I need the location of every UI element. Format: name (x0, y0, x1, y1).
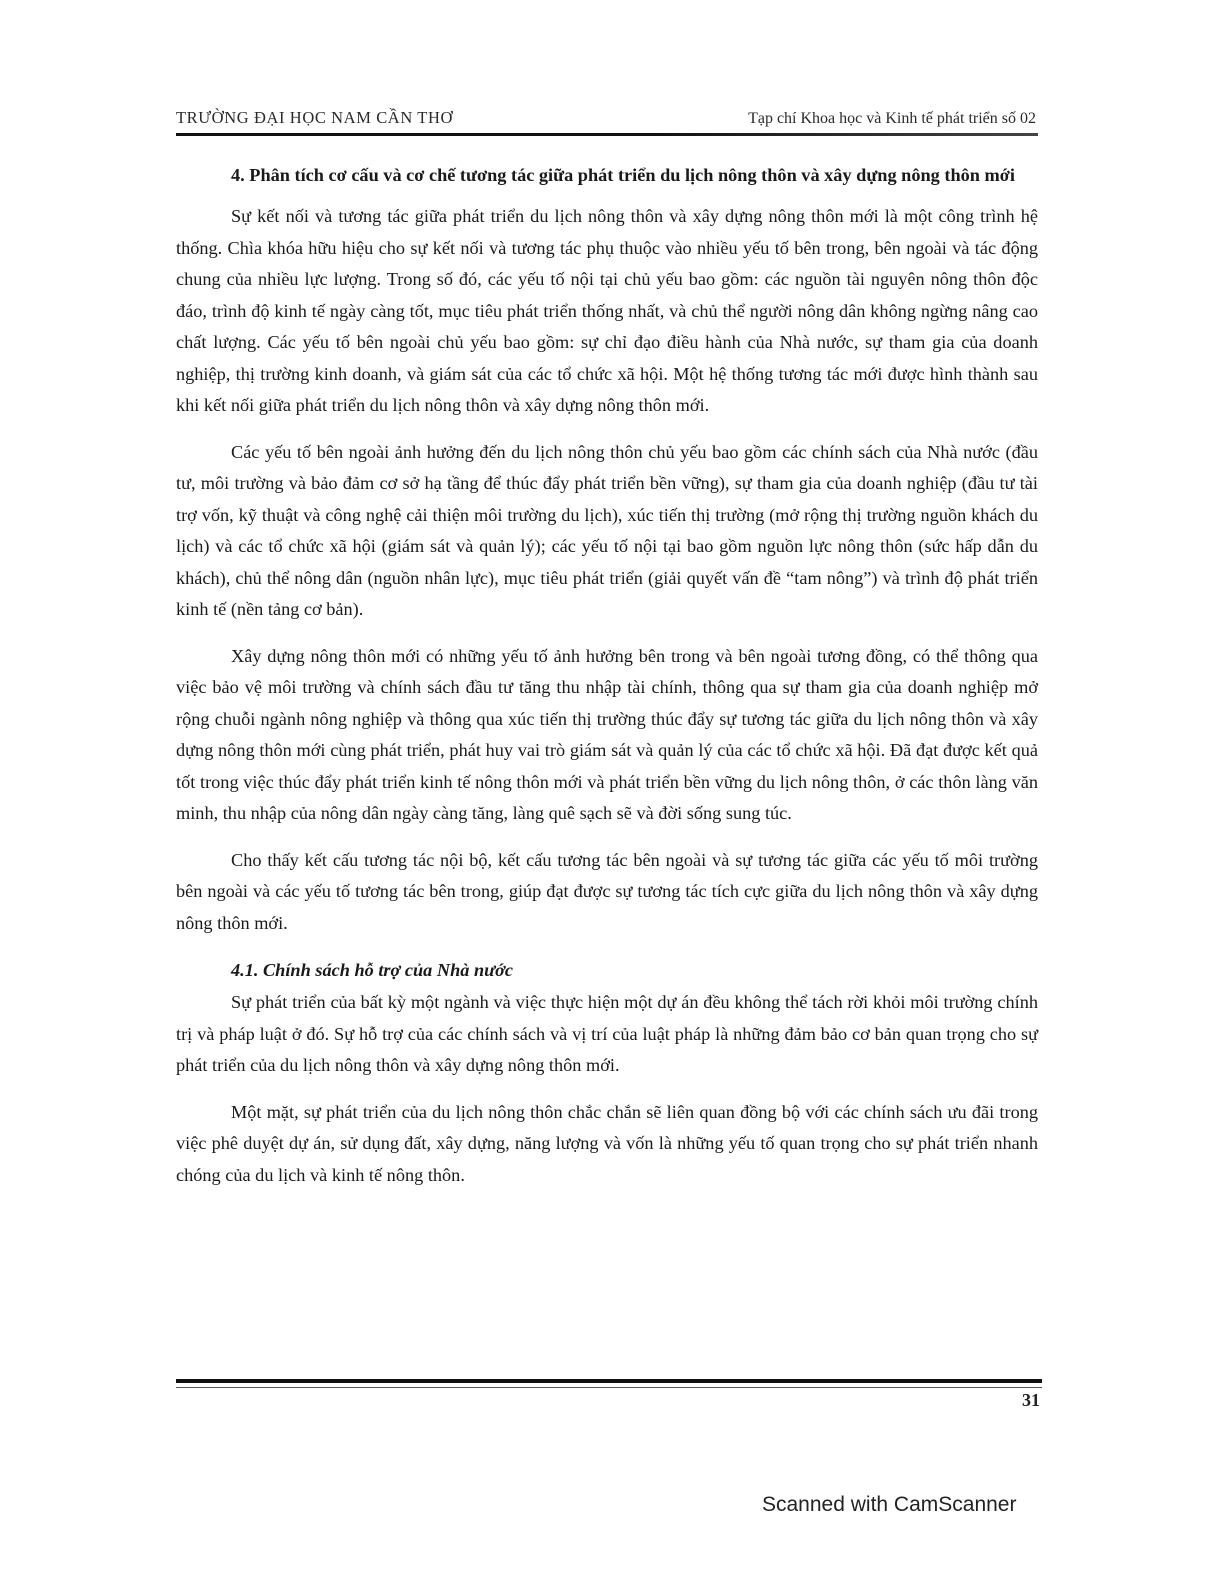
scanner-watermark: Scanned with CamScanner (762, 1493, 1017, 1516)
header-institution: TRƯỜNG ĐẠI HỌC NAM CẦN THƠ (176, 108, 453, 127)
section-heading: 4. Phân tích cơ cấu và cơ chế tương tác giữa phát triển du lịch nông thôn và xây dựng nông thôn mới (231, 165, 1015, 185)
paragraph: Cho thấy kết cấu tương tác nội bộ, kết cấu tương tác bên ngoài và sự tương tác giữa các yếu tố môi trường bên ngoài và các yếu tố tương tác bên trong, giúp đạt được sự tương tác tích cực giữa du lịch nông thôn và xây dựng nông thôn mới. (176, 849, 1038, 933)
paragraph: Các yếu tố bên ngoài ảnh hưởng đến du lịch nông thôn chủ yếu bao gồm các chính sách của Nhà nước (đầu tư, môi trường và bảo đảm cơ sở hạ tầng để thúc đẩy phát triển bền vững), sự tham gia của doanh nghiệp (đầu tư tài trợ vốn, kỹ thuật và công nghệ cải thiện môi trường du lịch), xúc tiến thị trường (mở rộng thị trường nguồn khách du lịch) và các tổ chức xã hội (giám sát và quản lý); các yếu tố nội tại bao gồm nguồn lực nông thôn (sức hấp dẫn du khách), chủ thể nông dân (nguồn nhân lực), mục tiêu phát triển (giải quyết vấn đề “tam nông”) và trình độ phát triển kinh tế (nền tảng cơ bản). (176, 441, 1038, 619)
paragraph: Sự phát triển của bất kỳ một ngành và việc thực hiện một dự án đều không thể tách rời khỏi môi trường chính trị và pháp luật ở đó. Sự hỗ trợ của các chính sách và vị trí của luật pháp là những đảm bảo cơ bản quan trọng cho sự phát triển của du lịch nông thôn và xây dựng nông thôn mới. (176, 992, 1038, 1075)
footer-rule-thin (176, 1387, 1042, 1388)
subsection-heading: 4.1. Chính sách hỗ trợ của Nhà nước (231, 960, 514, 980)
page-body (176, 160, 1038, 1206)
header-journal: Tạp chí Khoa học và Kinh tế phát triển số 02 (748, 110, 1036, 127)
header-rule (176, 133, 1038, 136)
paragraph: Xây dựng nông thôn mới có những yếu tố ảnh hưởng bên trong và bên ngoài tương đồng, có thể thông qua việc bảo vệ môi trường và chính sách đầu tư tăng thu nhập tài chính, thông qua sự tham gia của doanh nghiệp mở rộng chuỗi ngành nông nghiệp và thông qua xúc tiến thị trường thúc đẩy sự tương tác giữa du lịch nông thôn và xây dựng nông thôn mới cùng phát triển, phát huy vai trò giám sát và quản lý của các tổ chức xã hội. Đã đạt được kết quả tốt trong việc thúc đẩy phát triển kinh tế nông thôn mới và phát triển bền vững du lịch nông thôn, ở các thôn làng văn minh, thu nhập của nông dân ngày càng tăng, làng quê sạch sẽ và đời sống sung túc. (176, 645, 1038, 823)
page-number: 31 (1022, 1390, 1040, 1410)
paragraph: Một mặt, sự phát triển của du lịch nông thôn chắc chắn sẽ liên quan đồng bộ với các chính sách ưu đãi trong việc phê duyệt dự án, sử dụng đất, xây dựng, năng lượng và vốn là những yếu tố quan trọng cho sự phát triển nhanh chóng của du lịch và kinh tế nông thôn. (176, 1101, 1038, 1185)
footer-rule (176, 1379, 1042, 1383)
running-header (176, 106, 1036, 132)
paragraph: Sự kết nối và tương tác giữa phát triển du lịch nông thôn và xây dựng nông thôn mới là một công trình hệ thống. Chìa khóa hữu hiệu cho sự kết nối và tương tác phụ thuộc vào nhiều yếu tố bên trong, bên ngoài và tác động chung của nhiều lực lượng. Trong số đó, các yếu tố nội tại chủ yếu bao gồm: các nguồn tài nguyên nông thôn độc đáo, trình độ kinh tế ngày càng tốt, mục tiêu phát triển thống nhất, và chủ thể người nông dân không ngừng nâng cao chất lượng. Các yếu tố bên ngoài chủ yếu bao gồm: sự chỉ đạo điều hành của Nhà nước, sự tham gia của doanh nghiệp, thị trường kinh doanh, và giám sát của các tổ chức xã hội. Một hệ thống tương tác mới được hình thành sau khi kết nối giữa phát triển du lịch nông thôn và xây dựng nông thôn mới. (176, 206, 1038, 415)
